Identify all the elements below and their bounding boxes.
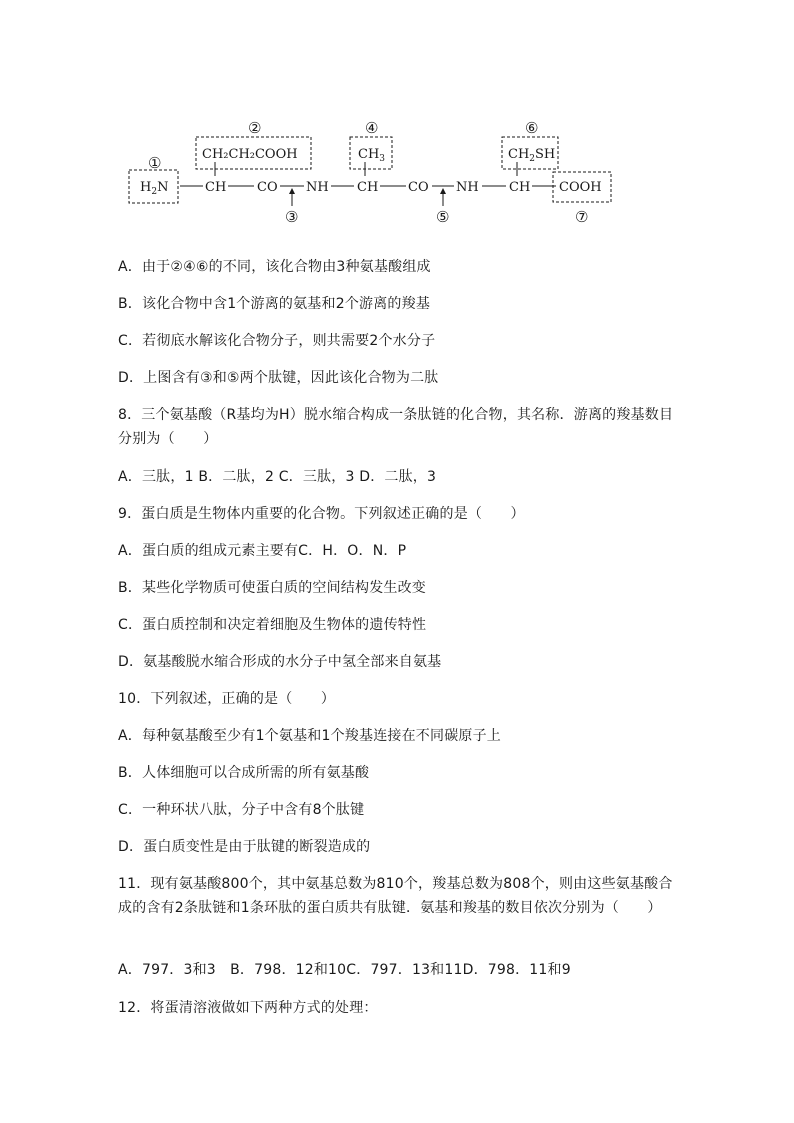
ca2-text: CH [357,180,379,195]
q9-option-c: C．蛋白质控制和决定着细胞及生物体的遗传特性 [118,617,427,633]
amino-group-text [140,180,168,197]
co1-text: CO [257,180,278,195]
r6-sh: SH [535,147,556,162]
nh1-text: NH [306,180,329,195]
q7-option-d: D．上图含有③和⑤两个肽键，因此该化合物为二肽 [118,370,439,386]
label-4: ④ [365,119,379,137]
label-1: ① [148,154,162,172]
co2-text: CO [408,180,429,195]
label-5: ⑤ [436,208,450,226]
q10-option-a: A．每种氨基酸至少有1个氨基和1个羧基连接在不同碳原子上 [118,728,501,744]
q12-stem: 12．将蛋清溶液做如下两种方式的处理： [118,1000,378,1016]
q9-option-d: D．氨基酸脱水缩合形成的水分子中氢全部来自氨基 [118,654,442,670]
q10-option-b: B．人体细胞可以合成所需的所有氨基酸 [118,765,370,781]
arrow-5-head [440,188,446,194]
r4-ch: CH [358,147,380,162]
label-2: ② [248,119,262,137]
label-6: ⑥ [525,119,539,137]
q10-option-c: C．一种环状八肽，分子中含有8个肽键 [118,802,365,818]
q10-option-d: D．蛋白质变性是由于肽键的断裂造成的 [118,839,371,855]
amino-sub: 2 [151,187,158,197]
peptide-structure-diagram [118,112,638,230]
arrow-3-head [289,188,295,194]
r6-ch: CH [508,147,530,162]
q7-option-c: C．若彻底水解该化合物分子，则共需要2个水分子 [118,333,436,349]
r6-sub: 2 [529,154,536,164]
q8-options: A．三肽，1 B．二肽，2 C．三肽，3 D．二肽，3 [118,469,437,485]
ca3-text: CH [509,180,531,195]
ca1-text: CH [205,180,227,195]
r4-sub: 3 [379,154,386,164]
label-7: ⑦ [575,208,589,226]
q11-options: A．797．3和3 B．798．12和10C．797．13和11D．798．11和9 [118,962,571,978]
q7-option-b: B．该化合物中含1个游离的氨基和2个游离的羧基 [118,296,431,312]
amino-n: N [157,180,169,195]
cooh-text: COOH [559,180,602,195]
label-3: ③ [285,208,299,226]
r-group-6-text [508,147,555,164]
r-group-2-text: CH₂CH₂COOH [202,147,298,162]
q8-stem: 8．三个氨基酸（R基均为H）脱水缩合构成一条肽链的化合物，其名称．游离的羧基数目分别为（ ） [118,407,674,447]
nh2-text: NH [456,180,479,195]
q9-option-b: B．某些化学物质可使蛋白质的空间结构发生改变 [118,580,427,596]
q7-option-a: A．由于②④⑥的不同，该化合物由3种氨基酸组成 [118,259,431,275]
q10-stem: 10．下列叙述，正确的是（ ） [118,691,336,707]
r-group-4-text [358,147,385,164]
q9-stem: 9．蛋白质是生物体内重要的化合物。下列叙述正确的是（ ） [118,506,525,522]
q11-stem: 11．现有氨基酸800个，其中氨基总数为810个，羧基总数为808个，则由这些氨基酸合成的含有2条肽链和1条环肽的蛋白质共有肽键．氨基和羧基的数目依次分别为（ ） [118,876,673,916]
peptide-structure-svg [118,112,638,230]
q9-option-a: A．蛋白质的组成元素主要有C．H．O．N．P [118,543,407,559]
amino-h: H [140,180,152,195]
